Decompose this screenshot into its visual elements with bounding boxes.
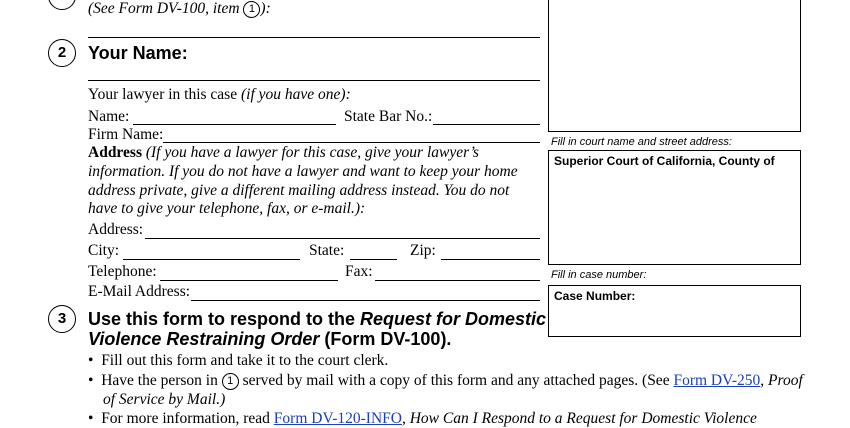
telephone-field[interactable] bbox=[160, 280, 338, 281]
email-field[interactable] bbox=[191, 300, 540, 301]
item-2-circle: 2 bbox=[48, 39, 76, 67]
lawyer-name-field[interactable] bbox=[133, 124, 336, 125]
item-3-heading-1a: Use this form to respond to the bbox=[88, 309, 361, 329]
email-label: E-Mail Address: bbox=[88, 283, 191, 300]
state-label: State: bbox=[309, 242, 345, 259]
top-right-box[interactable] bbox=[548, 0, 801, 132]
bullet-dot: • bbox=[88, 372, 102, 389]
address-label: Address: bbox=[88, 221, 144, 238]
fax-label: Fax: bbox=[345, 263, 373, 280]
court-label: Superior Court of California, County of bbox=[554, 154, 775, 168]
bullet-3-text-a: For more information, read bbox=[101, 410, 274, 427]
bullet-3-text-c: , How Can I Respond to a Request for Domestic Violence bbox=[401, 410, 757, 427]
see-form-suffix: ): bbox=[260, 0, 271, 17]
zip-label: Zip: bbox=[410, 242, 436, 259]
address-note-1: (If you have a lawyer for this case, give your lawyer’s bbox=[141, 144, 479, 161]
state-bar-field[interactable] bbox=[433, 124, 540, 125]
firm-name-label: Firm Name: bbox=[88, 126, 164, 143]
lawyer-intro-italic: (if you have one): bbox=[240, 86, 351, 103]
lawyer-intro bbox=[88, 85, 351, 104]
telephone-label: Telephone: bbox=[88, 263, 157, 280]
bullet-dot: • bbox=[88, 352, 102, 369]
bullet-2-mini-circle: 1 bbox=[222, 373, 239, 390]
item-1-fill-line[interactable] bbox=[88, 37, 540, 38]
see-form-prefix: (See Form DV-100, item bbox=[88, 0, 244, 17]
bullet-dot: • bbox=[88, 410, 102, 427]
address-field[interactable] bbox=[145, 238, 540, 239]
city-label: City: bbox=[88, 242, 120, 259]
court-hint: Fill in court name and street address: bbox=[551, 136, 732, 148]
your-name-heading: Your Name: bbox=[88, 43, 188, 63]
item-3-circle: 3 bbox=[48, 305, 76, 333]
item-3-heading-line-1 bbox=[88, 308, 546, 330]
name-label: Name: bbox=[88, 108, 130, 125]
form-dv-250-link[interactable]: Form DV-250 bbox=[673, 372, 761, 389]
case-number-hint: Fill in case number: bbox=[551, 269, 647, 281]
your-name-field[interactable] bbox=[88, 80, 540, 81]
lawyer-intro-text: Your lawyer in this case bbox=[88, 86, 241, 103]
court-name-box[interactable] bbox=[548, 150, 801, 265]
item-3-heading-line-2 bbox=[88, 328, 451, 350]
form-dv-120-info-link[interactable]: Form DV-120-INFO bbox=[273, 410, 402, 427]
item-3-heading-2a: Violence Restraining Order bbox=[88, 329, 320, 349]
item-3-heading-1b: Request for Domestic bbox=[360, 309, 547, 329]
fax-field[interactable] bbox=[375, 280, 540, 281]
bullet-2-continuation: of Service by Mail.) bbox=[103, 391, 226, 408]
address-instructions bbox=[88, 143, 479, 162]
address-bold: Address bbox=[88, 144, 142, 161]
case-number-box[interactable] bbox=[548, 285, 801, 337]
address-note-2: information. If you do not have a lawyer and want to keep your home bbox=[88, 163, 518, 180]
state-bar-label: State Bar No.: bbox=[344, 108, 433, 125]
item-1-mini-circle: 1 bbox=[243, 1, 260, 18]
bullet-2-text-c: , bbox=[760, 372, 769, 389]
bullet-2-text-b: served by mail with a copy of this form and any attached pages. (See bbox=[238, 372, 674, 389]
bullet-2-text-a: Have the person in bbox=[101, 372, 222, 389]
item-1-circle-partial bbox=[48, 0, 76, 10]
city-field[interactable] bbox=[123, 259, 300, 260]
item-1-see-form bbox=[88, 0, 271, 18]
address-note-4: have to give your telephone, fax, or e-mail.): bbox=[88, 200, 366, 217]
zip-field[interactable] bbox=[441, 259, 540, 260]
bullet-2-text-d: Proof bbox=[768, 372, 803, 389]
state-field[interactable] bbox=[350, 259, 397, 260]
address-note-3: address private, give a different mailing address instead. You do not bbox=[88, 182, 510, 199]
item-3-heading-2b: (Form DV-100). bbox=[319, 329, 452, 349]
bullet-2 bbox=[88, 371, 803, 390]
bullet-1 bbox=[88, 351, 388, 370]
case-number-label: Case Number: bbox=[554, 289, 636, 303]
bullet-1-text: Fill out this form and take it to the court clerk. bbox=[101, 352, 389, 369]
